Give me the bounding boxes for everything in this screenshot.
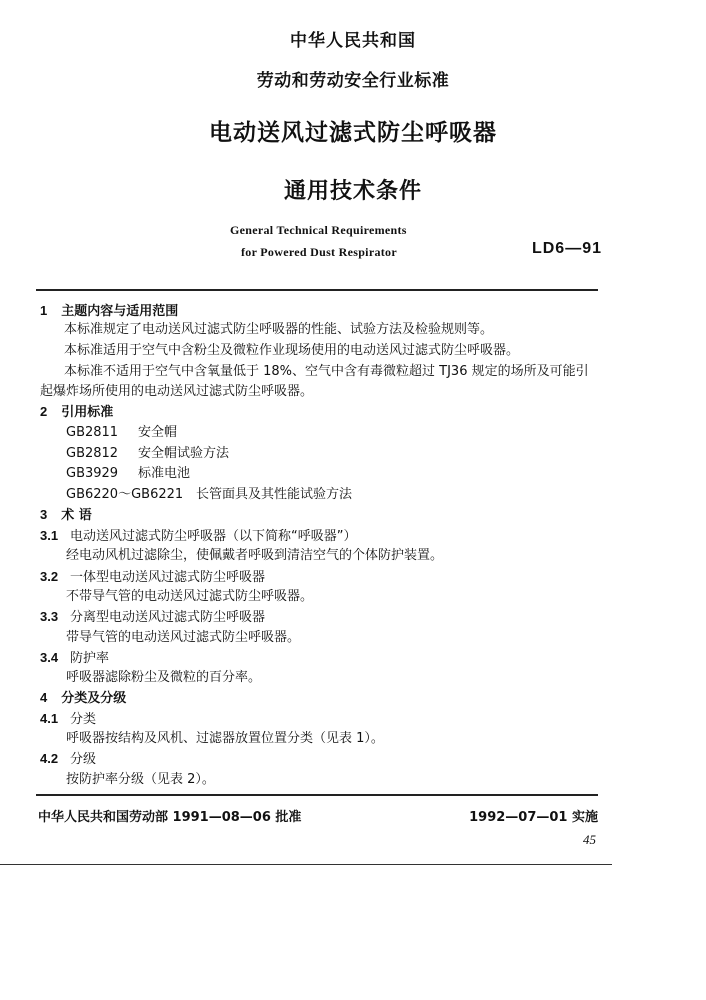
- reference-name: 安全帽试验方法: [138, 446, 230, 461]
- reference-name: 标准电池: [138, 466, 191, 481]
- section-2-heading: [40, 404, 113, 421]
- section-1-para-2: 本标准适用于空气中含粉尘及微粒作业现场使用的电动送风过滤式防尘呼吸器。: [64, 343, 520, 358]
- section-title: 引用标准: [61, 405, 114, 420]
- clause-heading: [40, 751, 96, 768]
- clause-number: 3.4: [40, 650, 59, 665]
- clause-number: 4.2: [40, 751, 59, 766]
- reference-item: [66, 425, 177, 441]
- document-subtitle: 通用技术条件: [283, 179, 422, 204]
- clause-title: 电动送风过滤式防尘呼吸器（以下简称“呼吸器”）: [70, 529, 357, 544]
- clause-title: 分类: [70, 712, 97, 727]
- clause-title: 分离型电动送风过滤式防尘呼吸器: [70, 610, 266, 625]
- section-number: 2: [40, 404, 48, 419]
- section-4-heading: [40, 690, 126, 707]
- english-title-line1: General Technical Requirements: [230, 223, 407, 237]
- standard-type-heading: 劳动和劳动安全行业标准: [256, 71, 450, 91]
- footer-rule: [36, 794, 598, 796]
- clause-text: 带导气管的电动送风过滤式防尘呼吸器。: [66, 630, 301, 645]
- section-1-para-3a: 本标准不适用于空气中含氧量低于 18%、空气中含有毒微粒超过 TJ36 规定的场所及可能引: [64, 364, 589, 379]
- reference-item: [66, 487, 352, 503]
- clause-heading: [40, 609, 265, 626]
- reference-item: [66, 466, 190, 482]
- standard-code: LD6—91: [531, 240, 602, 257]
- reference-item: [66, 446, 229, 462]
- section-title: 分类及分级: [61, 691, 127, 706]
- clause-heading: [40, 569, 265, 586]
- clause-heading: [40, 711, 96, 728]
- clause-text: 呼吸器滤除粉尘及微粒的百分率。: [66, 670, 262, 685]
- english-title-line2: for Powered Dust Respirator: [241, 245, 397, 259]
- page-number: 45: [583, 832, 596, 847]
- effective-date: 1992—07—01 实施: [469, 810, 598, 825]
- clause-text: 呼吸器按结构及风机、过滤器放置位置分类（见表 1）。: [66, 731, 384, 746]
- reference-name: 安全帽: [138, 425, 178, 440]
- clause-number: 3.3: [40, 609, 59, 624]
- section-number: 3: [40, 507, 48, 522]
- clause-text: 经电动风机过滤除尘，使佩戴者呼吸到清洁空气的个体防护装置。: [66, 548, 444, 563]
- country-heading: 中华人民共和国: [290, 31, 416, 51]
- clause-number: 4.1: [40, 711, 59, 726]
- clause-heading: [40, 528, 356, 545]
- approval-line: 中华人民共和国劳动部 1991—08—06 批准: [38, 810, 302, 825]
- reference-code: GB3929: [66, 466, 119, 481]
- section-title: 主题内容与适用范围: [61, 304, 179, 319]
- page-bottom-rule: [0, 864, 612, 865]
- reference-code: GB6220～GB6221: [66, 487, 184, 502]
- section-1-heading: [40, 303, 178, 320]
- section-3-heading: [40, 507, 92, 524]
- section-number: 4: [40, 690, 48, 705]
- header-rule: [36, 289, 598, 291]
- clause-number: 3.2: [40, 569, 59, 584]
- section-1-para-1: 本标准规定了电动送风过滤式防尘呼吸器的性能、试验方法及检验规则等。: [64, 322, 494, 337]
- clause-heading: [40, 650, 109, 667]
- clause-title: 防护率: [70, 651, 110, 666]
- section-1-para-3b: 起爆炸场所使用的电动送风过滤式防尘呼吸器。: [40, 384, 314, 399]
- clause-number: 3.1: [40, 528, 59, 543]
- reference-name: 长管面具及其性能试验方法: [196, 487, 353, 502]
- clause-text: 按防护率分级（见表 2）。: [66, 772, 215, 787]
- section-title: 术 语: [61, 508, 92, 523]
- document-title: 电动送风过滤式防尘呼吸器: [209, 120, 497, 146]
- clause-title: 分级: [70, 752, 97, 767]
- clause-text: 不带导气管的电动送风过滤式防尘呼吸器。: [66, 589, 314, 604]
- reference-code: GB2811: [66, 425, 119, 440]
- reference-code: GB2812: [66, 446, 119, 461]
- section-number: 1: [40, 303, 48, 318]
- clause-title: 一体型电动送风过滤式防尘呼吸器: [70, 570, 266, 585]
